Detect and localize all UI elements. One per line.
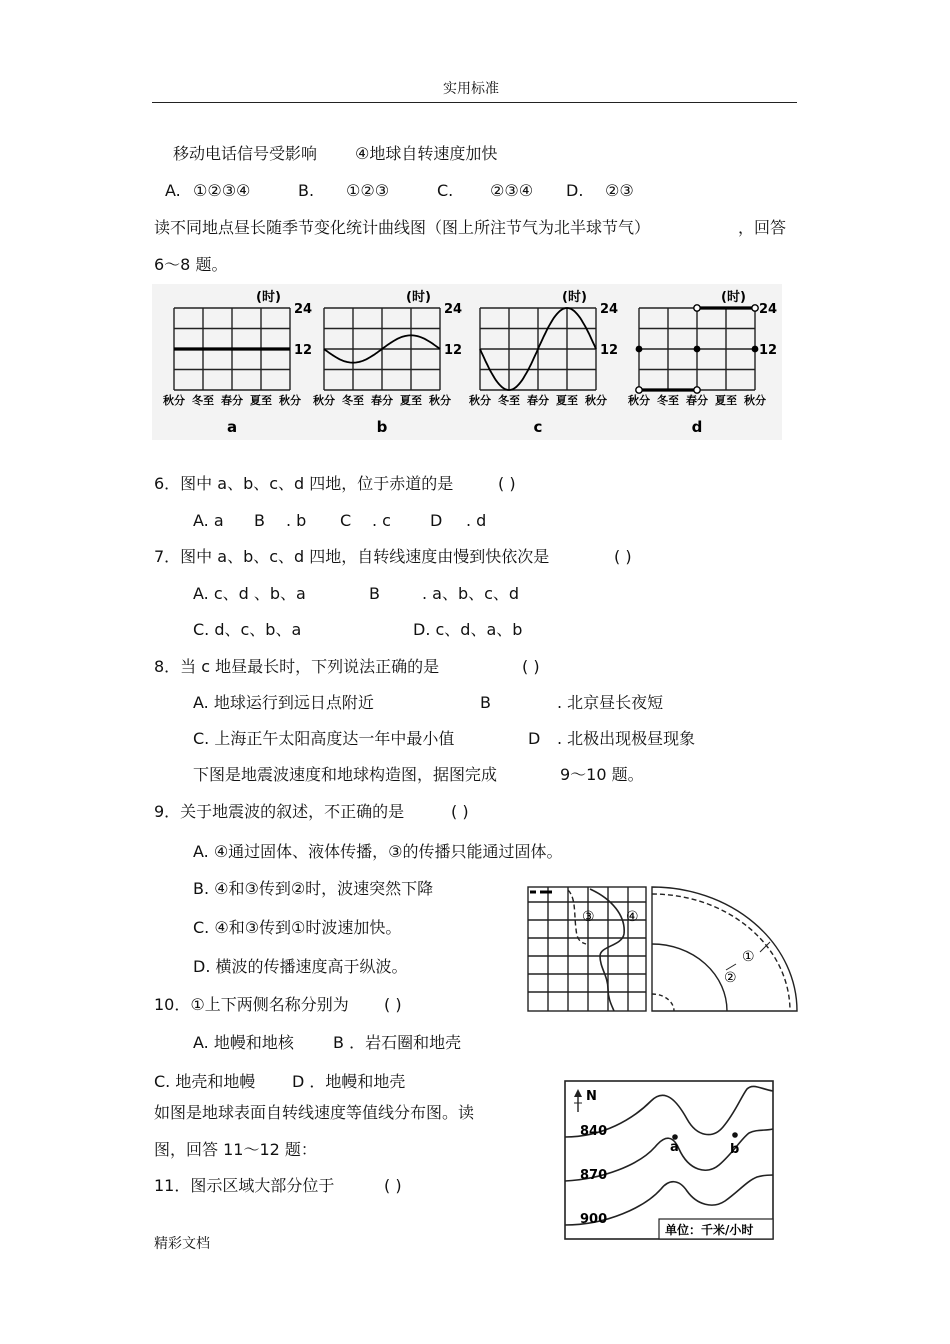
layer-1-label: ① (742, 949, 755, 965)
q8-option-d-letter: D (528, 729, 541, 748)
intro-9-10: 下图是地震波速度和地球构造图，据图完成 (193, 765, 498, 784)
intro-11-12-range: 图，回答 11～12 题： (154, 1140, 317, 1159)
q7-option-b-value: . a、b、c、d (422, 584, 520, 603)
series-d-point (636, 346, 643, 353)
intro-6-8-range: 6～8 题。 (154, 255, 228, 274)
x-tick-label: 秋分 (279, 394, 301, 407)
x-tick-label: 秋分 (163, 394, 185, 407)
x-tick-label: 夏至 (556, 394, 578, 407)
q7-option-d: D. c、d、a、b (413, 620, 523, 639)
x-tick-label: 秋分 (744, 394, 766, 407)
seismic-wave-figure (524, 884, 799, 1014)
y-tick-24: 24 (600, 302, 619, 317)
panel-label-a: a (226, 418, 238, 436)
q8-option-c: C. 上海正午太阳高度达一年中最小值 (193, 729, 455, 748)
q7-option-b-letter: B (369, 584, 380, 603)
q7-option-a: A. c、d 、b、a (193, 584, 306, 603)
y-unit-label: (时) (562, 290, 587, 305)
x-tick-label: 秋分 (313, 394, 335, 407)
q5-option-c-value: ②③④ (490, 181, 534, 200)
y-unit-label: (时) (406, 290, 431, 305)
q6-stem: 6．图中 a、b、c、d 四地，位于赤道的是 (154, 474, 454, 493)
y-tick-12: 12 (444, 343, 463, 358)
x-tick-label: 冬至 (192, 394, 214, 407)
q7-answer-blank: ( ) (614, 547, 632, 566)
page-footer: 精彩文档 (154, 1236, 210, 1252)
series-d-point (752, 346, 759, 353)
q5-option-a-letter: A. (165, 181, 181, 200)
x-tick-label: 秋分 (429, 394, 451, 407)
rotation-speed-isoline-map (563, 1079, 777, 1243)
q11-answer-blank: ( ) (384, 1176, 402, 1195)
x-tick-label: 冬至 (657, 394, 679, 407)
y-unit-label: (时) (256, 290, 281, 305)
q8-stem: 8．当 c 地昼最长时，下列说法正确的是 (154, 657, 440, 676)
q7-option-c: C. d、c、b、a (193, 620, 302, 639)
intro-9-10-range: 9～10 题。 (560, 765, 644, 784)
option-3-text: 移动电话信号受影响 (173, 144, 318, 163)
q9-option-d: D. 横波的传播速度高于纵波。 (193, 957, 408, 976)
x-tick-label: 秋分 (585, 394, 607, 407)
wave-3-label: ③ (582, 909, 595, 925)
q8-option-b-letter: B (480, 693, 491, 712)
q5-option-c-letter: C. (437, 181, 454, 200)
y-tick-24: 24 (294, 302, 313, 317)
x-tick-label: 秋分 (469, 394, 491, 407)
q8-answer-blank: ( ) (522, 657, 540, 676)
q9-option-b: B. ④和③传到②时，波速突然下降 (193, 879, 434, 898)
q10-option-d: D ．地幔和地壳 (292, 1072, 406, 1091)
q10-option-c: C. 地壳和地幔 (154, 1072, 256, 1091)
q10-answer-blank: ( ) (384, 995, 402, 1014)
point-b-marker (732, 1132, 738, 1138)
x-tick-label: 秋分 (628, 394, 650, 407)
panel-label-b: b (376, 418, 388, 436)
y-unit-label: (时) (721, 290, 746, 305)
q5-option-b-value: ①②③ (346, 181, 390, 200)
q6-option-d-value: . d (466, 511, 487, 530)
panel-label-d: d (691, 418, 703, 436)
x-tick-label: 春分 (221, 394, 243, 407)
unit-label: 单位：千米/小时 (665, 1223, 754, 1237)
point-a-label: a (670, 1140, 679, 1155)
q5-option-b-letter: B. (298, 181, 315, 200)
q8-option-a: A. 地球运行到远日点附近 (193, 693, 374, 712)
series-d-open-point (694, 387, 700, 393)
day-length-charts (152, 284, 782, 440)
q10-option-b: B ．岩石圈和地壳 (333, 1033, 462, 1052)
point-a-marker (672, 1134, 678, 1140)
q9-option-c: C. ④和③传到①时波速加快。 (193, 918, 402, 937)
q6-option-a: A. a (193, 511, 224, 530)
y-tick-12: 12 (294, 343, 313, 358)
wave-4-curve (590, 889, 624, 1011)
q9-option-a: A. ④通过固体、液体传播，③的传播只能通过固体。 (193, 842, 563, 861)
q6-answer-blank: ( ) (498, 474, 516, 493)
q11-stem: 11．图示区域大部分位于 (154, 1176, 335, 1195)
q8-option-b-value: . 北京昼长夜短 (557, 693, 664, 712)
x-tick-label: 夏至 (250, 394, 272, 407)
series-d-open-point (694, 305, 700, 311)
point-b-label: b (730, 1142, 740, 1157)
x-tick-label: 夏至 (400, 394, 422, 407)
wave-4-label: ④ (626, 909, 639, 925)
y-tick-12: 12 (759, 343, 778, 358)
y-tick-12: 12 (600, 343, 619, 358)
q8-option-d-value: . 北极出现极昼现象 (557, 729, 696, 748)
x-tick-label: 春分 (527, 394, 549, 407)
q6-option-d-letter: D (430, 511, 443, 530)
q6-option-b-letter: B (254, 511, 265, 530)
series-d-point (694, 346, 701, 353)
x-tick-label: 春分 (686, 394, 708, 407)
q6-option-c-letter: C (340, 511, 352, 530)
x-tick-label: 春分 (371, 394, 393, 407)
q7-stem: 7．图中 a、b、c、d 四地，自转线速度由慢到快依次是 (154, 547, 550, 566)
header-rule (152, 102, 797, 103)
page-header: 实用标准 (443, 81, 499, 97)
x-tick-label: 夏至 (715, 394, 737, 407)
isoline-label-840: 840 (580, 1124, 608, 1139)
x-tick-label: 冬至 (498, 394, 520, 407)
intro-6-8: 读不同地点昼长随季节变化统计曲线图（图上所注节气为北半球节气） (154, 218, 651, 237)
q5-option-d-letter: D. (566, 181, 584, 200)
q9-stem: 9．关于地震波的叙述，不正确的是 (154, 802, 405, 821)
option-4-text: ④地球自转速度加快 (355, 144, 498, 163)
wave-speed-grid (528, 887, 646, 1011)
y-tick-24: 24 (444, 302, 463, 317)
q10-option-a: A. 地幔和地核 (193, 1033, 294, 1052)
q5-option-d-value: ②③ (605, 181, 634, 200)
q6-option-b-value: . b (286, 511, 307, 530)
layer-2-label: ② (724, 970, 737, 986)
series-d-open-point (752, 305, 758, 311)
q9-answer-blank: ( ) (451, 802, 469, 821)
y-tick-24: 24 (759, 302, 778, 317)
q10-stem: 10．①上下两侧名称分别为 (154, 995, 349, 1014)
q5-option-a-value: ①②③④ (193, 181, 251, 200)
intro-6-8-tail: ，回答 (738, 218, 787, 237)
north-label: N (586, 1089, 597, 1104)
isoline-label-870: 870 (580, 1168, 608, 1183)
x-tick-label: 冬至 (342, 394, 364, 407)
intro-11-12: 如图是地球表面自转线速度等值线分布图。读 (154, 1103, 475, 1122)
panel-label-c: c (533, 418, 543, 436)
q6-option-c-value: . c (372, 511, 391, 530)
series-d-open-point (636, 387, 642, 393)
isoline-label-900: 900 (580, 1212, 608, 1227)
